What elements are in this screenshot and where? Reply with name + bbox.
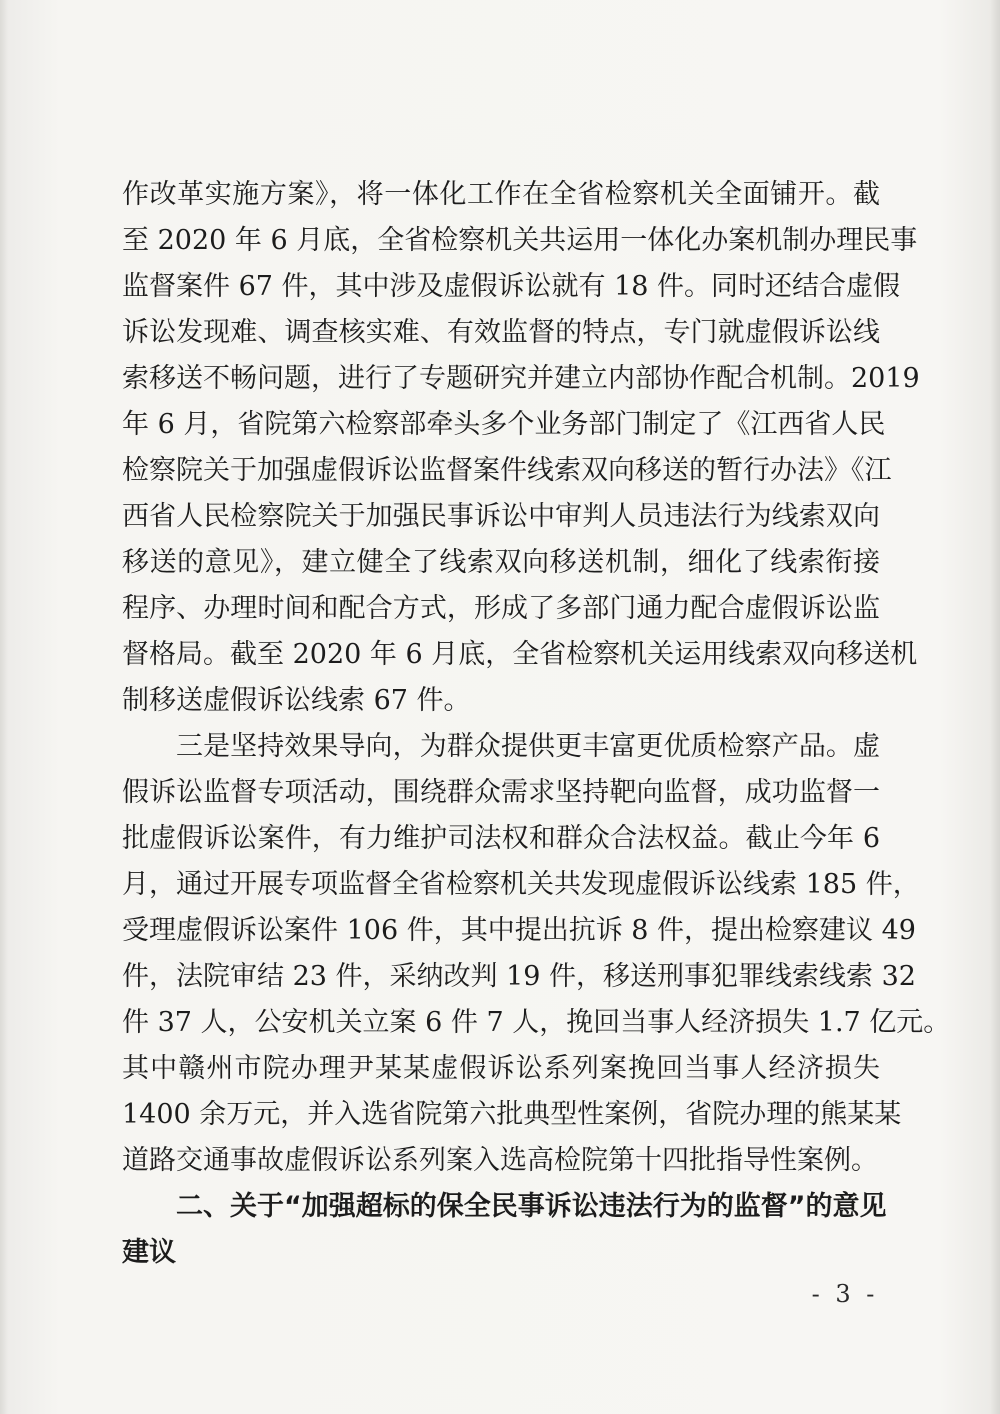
text-line: 督格局。截至 2020 年 6 月底，全省检察机关运用线索双向移送机 [122, 639, 918, 670]
text-line: 至 2020 年 6 月底，全省检察机关共运用一体化办案机制办理民事 [122, 225, 918, 256]
body-text [122, 172, 951, 1276]
section-heading [122, 1184, 887, 1230]
text-line: 三是坚持效果导向，为群众提供更丰富更优质检察产品。虚 [176, 731, 880, 762]
text-line: 假诉讼监督专项活动，围绕群众需求坚持靶向监督，成功监督一 [122, 777, 880, 808]
page-edge-right [990, 0, 1000, 1414]
text-line: 1400 余万元，并入选省院第六批典型性案例，省院办理的熊某某 [122, 1099, 902, 1130]
text-line: 件，法院审结 23 件，采纳改判 19 件，移送刑事犯罪线索线索 32 [122, 961, 916, 992]
text-line: 月，通过开展专项监督全省检察机关共发现虚假诉讼线索 185 件， [122, 869, 920, 900]
text-line: 诉讼发现难、调查核实难、有效监督的特点，专门就虚假诉讼线 [122, 317, 880, 348]
text-line: 道路交通事故虚假诉讼系列案入选高检院第十四批指导性案例。 [122, 1145, 878, 1176]
text-line: 索移送不畅问题，进行了专题研究并建立内部协作配合机制。2019 [122, 363, 920, 394]
page-number: - 3 - [811, 1280, 879, 1308]
text-line: 移送的意见》，建立健全了线索双向移送机制，细化了线索衔接 [122, 547, 880, 578]
text-line: 作改革实施方案》，将一体化工作在全省检察机关全面铺开。截 [122, 179, 880, 210]
text-line: 检察院关于加强虚假诉讼监督案件线索双向移送的暂行办法》《江 [122, 455, 892, 486]
section-heading-text: 建议 [122, 1237, 176, 1268]
text-line: 制移送虚假诉讼线索 67 件。 [122, 685, 471, 716]
text-line: 年 6 月，省院第六检察部牵头多个业务部门制定了《江西省人民 [122, 409, 886, 440]
section-heading-text: 二、关于“加强超标的保全民事诉讼违法行为的监督”的意见 [176, 1191, 887, 1222]
section-heading-continued [122, 1230, 880, 1276]
text-line: 程序、办理时间和配合方式，形成了多部门通力配合虚假诉讼监 [122, 593, 880, 624]
text-line: 件 37 人，公安机关立案 6 件 7 人，挽回当事人经济损失 1.7 亿元。 [122, 1007, 951, 1038]
text-line: 监督案件 67 件，其中涉及虚假诉讼就有 18 件。同时还结合虚假 [122, 271, 901, 302]
text-line: 批虚假诉讼案件，有力维护司法权和群众合法权益。截止今年 6 [122, 823, 880, 854]
text-line: 其中赣州市院办理尹某某虚假诉讼系列案挽回当事人经济损失 [122, 1053, 880, 1084]
text-line: 西省人民检察院关于加强民事诉讼中审判人员违法行为线索双向 [122, 501, 880, 532]
page-edge-left [0, 0, 8, 1414]
text-line: 受理虚假诉讼案件 106 件，其中提出抗诉 8 件，提出检察建议 49 [122, 915, 916, 946]
